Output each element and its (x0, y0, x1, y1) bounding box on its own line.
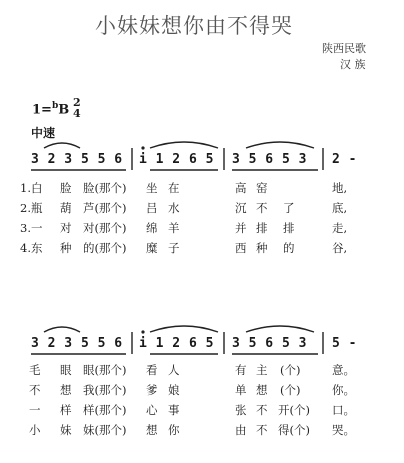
line2-measure-3: 3 5 6 5 3 (232, 336, 307, 351)
lyric: 种 (256, 241, 268, 255)
lyric: 糜 (146, 241, 158, 255)
lyric: 底, (332, 201, 348, 215)
slur (246, 326, 314, 332)
lyric: 事 (168, 403, 180, 417)
lyric: 2.瓶 (20, 201, 43, 215)
lyric: 不 (29, 383, 41, 397)
line1-measure-1: 3 2 3 5 5 6 (31, 152, 123, 167)
slur (44, 327, 80, 332)
meter-top: 2 (73, 96, 81, 109)
octave-dot (141, 330, 144, 333)
lyric: 排 (283, 221, 295, 235)
lyric: 看 (146, 363, 158, 377)
slur (150, 326, 218, 332)
lyric: 样(那个) (83, 403, 127, 417)
lyric: 张 (235, 403, 247, 417)
lyric: 主 (256, 363, 268, 377)
line1-measure-4: 2 - (332, 152, 357, 167)
lyric: (个) (280, 363, 301, 377)
meter-bottom: 4 (73, 107, 81, 120)
origin-ethnicity: 汉 族 (340, 58, 366, 71)
lyric: 在 (168, 181, 180, 195)
lyric: 羊 (168, 221, 180, 235)
lyric: 想 (146, 423, 158, 437)
lyric: 子 (168, 241, 180, 255)
tempo-marking: 中速 (31, 126, 56, 140)
lyric: 葫 (60, 201, 72, 215)
lyric: 的 (283, 241, 295, 255)
lyric: 眼 (60, 363, 72, 377)
lyric: 并 (235, 221, 247, 235)
lyric: 妹(那个) (83, 423, 127, 437)
lyric: 毛 (29, 363, 41, 377)
lyric: 了 (283, 201, 295, 215)
lyric: 由 (235, 423, 247, 437)
lyric: 窑 (256, 181, 268, 195)
lyric: 水 (168, 201, 180, 215)
lyric: 不 (256, 423, 268, 437)
lyric: 爹 (146, 383, 158, 397)
lyric: 你 (168, 423, 180, 437)
lyric: 一 (29, 403, 41, 417)
lyric: 走, (332, 221, 348, 235)
slur (246, 142, 314, 148)
line2-measure-1: 3 2 3 5 5 6 (31, 336, 123, 351)
lyric: 种 (60, 241, 72, 255)
lyric: 沉 (235, 201, 247, 215)
slur (44, 143, 80, 148)
slur (150, 142, 218, 148)
lyric: 想 (60, 383, 72, 397)
lyric: 你。 (332, 383, 355, 397)
lyric: 不 (256, 201, 268, 215)
lyric: 得(个) (278, 423, 310, 437)
key-flat: b (51, 101, 59, 111)
lyric: 开(个) (278, 403, 310, 417)
octave-dot (141, 146, 144, 149)
line1-measure-3: 3 5 6 5 3 (232, 152, 307, 167)
lyric: 对 (60, 221, 72, 235)
song-title: 小妹妹想你由不得哭 (95, 14, 293, 38)
lyric: 想 (256, 383, 268, 397)
line2-measure-4: 5 - (332, 336, 357, 351)
lyric: 的(那个) (83, 241, 127, 255)
lyric: 不 (256, 403, 268, 417)
lyric: 高 (235, 181, 247, 195)
line1-measure-2: i 1 2 6 5 (139, 152, 214, 167)
lyric: 小 (29, 423, 41, 437)
lyric: 地, (332, 181, 348, 195)
lyric: 我(那个) (83, 383, 127, 397)
lyric: 谷, (332, 241, 348, 255)
lyric: 人 (168, 363, 180, 377)
lyric: 绵 (146, 221, 158, 235)
lyric: 芦(那个) (83, 201, 127, 215)
lyric: 1.白 (20, 181, 43, 195)
lyric: 脸 (60, 181, 72, 195)
lyric: 单 (235, 383, 247, 397)
line2-measure-2: i 1 2 6 5 (139, 336, 214, 351)
key-letter: B (58, 102, 70, 118)
lyric: 娘 (168, 383, 180, 397)
lyric: 哭。 (332, 423, 355, 437)
lyric: 脸(那个) (83, 181, 127, 195)
lyric: 心 (146, 403, 158, 417)
lyric: 口。 (332, 403, 355, 417)
lyric: (个) (280, 383, 301, 397)
lyric: 吕 (146, 201, 158, 215)
key-prefix: 1= (32, 102, 52, 118)
lyric: 西 (235, 241, 247, 255)
lyric: 妹 (60, 423, 72, 437)
lyric: 意。 (332, 363, 355, 377)
lyric: 排 (256, 221, 268, 235)
lyric: 眼(那个) (83, 363, 127, 377)
lyric: 样 (60, 403, 72, 417)
lyric: 坐 (146, 181, 158, 195)
lyric: 有 (235, 363, 247, 377)
origin-region: 陕西民歌 (322, 42, 366, 55)
lyric: 对(那个) (83, 221, 127, 235)
lyric: 4.东 (20, 241, 43, 255)
lyric: 3.一 (20, 221, 43, 235)
